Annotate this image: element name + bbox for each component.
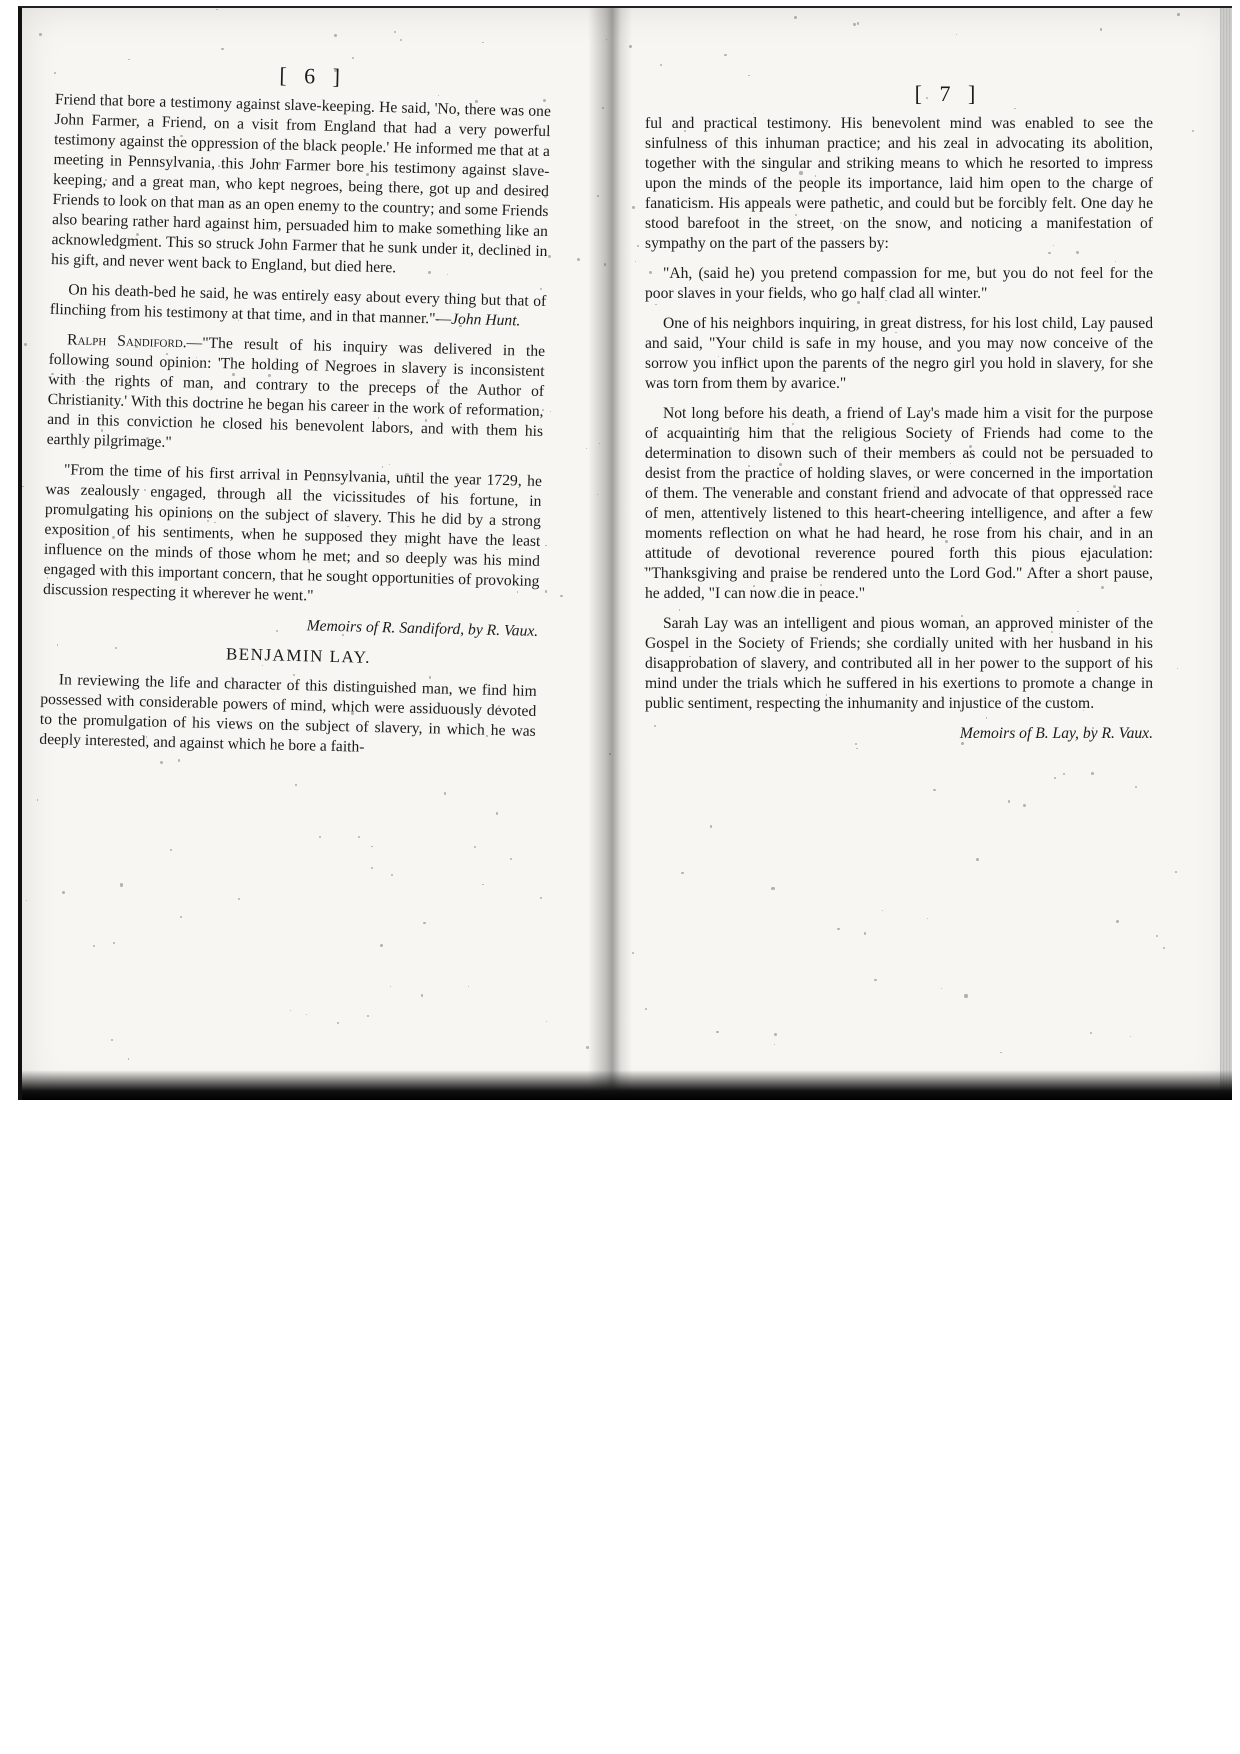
scan-speck (956, 34, 957, 35)
scan-speck (681, 872, 684, 875)
scan-speck (1000, 1052, 1002, 1054)
paragraph-text: On his death-bed he said, he was entirely easy about every thing but that of flinching from his testimony at that time, and in that manner."— (49, 281, 547, 328)
scan-speck (120, 883, 123, 886)
scan-speck (874, 979, 876, 981)
book-gutter (588, 8, 632, 1100)
scan-speck (1177, 668, 1178, 669)
scan-speck (857, 22, 859, 24)
scan-speck (546, 1021, 547, 1022)
scan-speck (637, 245, 639, 247)
scan-speck (22, 486, 24, 488)
scan-speck (421, 994, 424, 997)
scan-speck (976, 858, 979, 861)
scan-speck (941, 988, 942, 989)
source-citation: John Hunt. (450, 310, 521, 330)
scan-speck (635, 261, 636, 262)
paragraph (50, 280, 547, 332)
scan-speck (1090, 1032, 1092, 1034)
scan-speck (632, 206, 634, 208)
scan-speck (371, 867, 373, 869)
scan-speck (221, 48, 224, 51)
scan-speck (933, 789, 936, 792)
scan-speck (748, 75, 750, 77)
scan-speck (180, 916, 183, 919)
paragraph: One of his neighbors inquiring, in great distress, for his lost child, Lay paused and said, "Your child is safe in my house, and you may now conceive of the sorrow you inflict upon the parents of the negro girl you hold in slavery, for she was torn from them by avarice." (645, 315, 1153, 392)
scan-speck (216, 9, 217, 10)
scan-speck (352, 57, 354, 59)
scan-speck (882, 910, 883, 911)
paragraph (46, 330, 545, 462)
scan-speck (380, 944, 383, 947)
paragraph: In reviewing the life and character of this distinguished man, we find him possessed with considerable powers of mind, which were assiduously devoted to the promulgation of his views on the subject of slavery, in which he was deeply interested, and against which he bore a faith- (39, 671, 537, 756)
scan-speck (548, 255, 551, 258)
scan-speck (111, 1039, 113, 1041)
scan-speck (1054, 777, 1056, 779)
scan-speck (771, 887, 774, 890)
scan-speck (39, 33, 42, 36)
scan-speck (724, 54, 727, 57)
scan-speck (468, 986, 469, 987)
paragraph-text: —"The result of his inquiry was delivered in the following sound opinion: 'The holding of Negroes in slavery is inconsistent with the rights of man, and contrary to the preceps of the Author of Christianity.' With this doctrine he began his career in the work of reformation, and in this conviction he closed his benevolent labors, and with them his earthly pilgrimage." (46, 334, 546, 451)
scan-speck (927, 918, 929, 920)
scan-speck (560, 595, 563, 598)
scan-speck (1192, 130, 1195, 133)
scan-speck (710, 825, 713, 828)
page-edge (1220, 8, 1232, 1100)
scan-speck (62, 891, 65, 894)
scan-speck (510, 858, 512, 860)
paragraph: "Ah, (said he) you pretend compassion for me, but you do not feel for the poor slaves in your fields, who go half clad all winter." (645, 265, 1153, 302)
scan-speck (390, 986, 392, 988)
scan-speck (1130, 1036, 1131, 1037)
scan-bottom-shadow (22, 1070, 1232, 1100)
attribution: Memoirs of B. Lay, by R. Vaux. (959, 725, 1153, 742)
scan-speck (545, 545, 547, 547)
scan-speck (128, 1058, 130, 1060)
right-page (645, 81, 1153, 754)
scan-speck (1116, 920, 1119, 923)
scan-speck (290, 1010, 291, 1011)
scan-speck (474, 846, 476, 848)
scan-speck (394, 31, 396, 33)
scan-speck (964, 994, 967, 997)
scan-speck (1100, 28, 1102, 30)
scan-speck (400, 39, 403, 42)
scan-speck (319, 836, 321, 838)
scan-speck (444, 792, 446, 794)
scan-speck (645, 1008, 647, 1010)
scan-speck (1091, 772, 1094, 775)
paragraph: Not long before his death, a friend of Lay's made him a visit for the purpose of acquainting him that the religious Society of Friends had come to the determination to disown such of their members as could not be persuaded to desist from the practice of holding slaves, or were concerned in the importation of them. The venerable and constant friend and advocate of that oppressed race of men, attentively listened to this heart-cheering intelligence, and after a few moments reflection on what he had heard, he rose from his chair, and in an attitude of devotional reverence poured forth this pious ejaculation: "Thanksgiving and praise be rendered unto the Lord God." After a short pause, he added, "I can now die in peace." (645, 405, 1153, 602)
scan-speck (864, 932, 867, 935)
scan-speck (496, 812, 498, 814)
scan-speck (367, 1015, 369, 1017)
scan-speck (238, 898, 240, 900)
page-number: [ 7 ] (914, 81, 982, 106)
scan-speck (24, 343, 27, 346)
attribution: Memoirs of R. Sandiford, by R. Vaux. (306, 617, 539, 640)
scan-speck (837, 928, 840, 931)
scan-speck (1008, 800, 1011, 803)
scan-speck (577, 258, 580, 261)
scan-speck (599, 443, 600, 444)
scan-speck (794, 16, 797, 19)
scan-speck (482, 884, 483, 885)
scan-speck (371, 846, 373, 848)
left-page (39, 60, 552, 772)
scan-speck (1135, 786, 1137, 788)
paragraph: "From the time of his first arrival in Pennsylvania, until the year 1729, he was zealously engaged, through all the vicissitudes of his fortune, in promulgating his opinions on the subject of slavery. This he did by a strong exposition of his sentiments, when he supposed they might have the least influence on the minds of those whom he met; and so deeply was his mind engaged with this important concern, that he sought opportunities of provoking discussion respecting it wherever he went." (42, 461, 543, 605)
paragraph: Friend that bore a testimony against slave-keeping. He said, 'No, there was one John Farmer, a Friend, on a visit from England that had a very powerful testimony against the oppression of the black people.' He informed me that at a meeting in Pennsylvania, this John Farmer bore his testimony against slave-keeping, and a great man, who kept negroes, being there, got up and desired Friends to look on that man as an open enemy to the country; and some Friends also bearing rather hard against him, persuaded him to make something like an acknowledgment. This so struck John Farmer that he sunk under it, declined in his gift, and never went back to England, but died here. (50, 90, 552, 277)
scan-speck (540, 897, 542, 899)
scan-speck (1175, 871, 1177, 873)
page-number: [ 6 ] (279, 62, 347, 90)
scan-speck (853, 23, 855, 25)
scan-speck (26, 900, 27, 901)
scan-speck (37, 799, 38, 800)
scan-speck (660, 64, 662, 66)
scan-speck (337, 1022, 340, 1025)
scan-speck (334, 34, 337, 37)
scan-speck (774, 1044, 775, 1045)
scan-speck (1063, 773, 1065, 775)
scan-speck (170, 849, 172, 851)
scan-speck (545, 590, 547, 592)
section-heading: BENJAMIN LAY. (225, 644, 372, 667)
person-name: Ralph Sandiford. (66, 331, 187, 352)
scan-speck (391, 874, 393, 876)
scan-speck (128, 59, 130, 61)
scan-speck (609, 753, 611, 755)
scan-speck (774, 1033, 777, 1036)
scan-speck (93, 945, 95, 947)
scan-speck (597, 494, 598, 495)
scan-speck (1163, 947, 1165, 949)
scan-speck (716, 1031, 719, 1034)
scan-speck (1177, 13, 1180, 16)
scan-speck (550, 411, 551, 412)
scan-speck (113, 942, 115, 944)
scan-speck (632, 952, 634, 954)
scan-speck (358, 836, 360, 838)
scan-speck (1023, 804, 1026, 807)
scan-speck (306, 1014, 308, 1016)
scan-speck (482, 42, 483, 43)
paragraph: ful and practical testimony. His benevolent mind was enabled to see the sinfulness of this inhuman practice; and his zeal in advocating its abolition, together with the singular and striking means to which he resorted to impress upon the minds of the people its importance, laid him open to the charge of fanaticism. His appeals were pathetic, and could but be forcibly felt. One day he stood barefoot in the street, on the snow, and noticing a manifestation of sympathy on the part of the passers by: (645, 115, 1153, 252)
paragraph: Sarah Lay was an intelligent and pious woman, an approved minister of the Gospel in the Society of Friends; she cordially united with her husband in his disapprobation of slavery, and contributed all in her power to the support of his mind under the trials which he suffered in his exertions to promote a change in public sentiment, respecting the inhumanity and injustice of the custom. (645, 615, 1153, 712)
scan-speck (295, 784, 297, 786)
scan-speck (1156, 935, 1158, 937)
scan-speck (423, 922, 425, 924)
